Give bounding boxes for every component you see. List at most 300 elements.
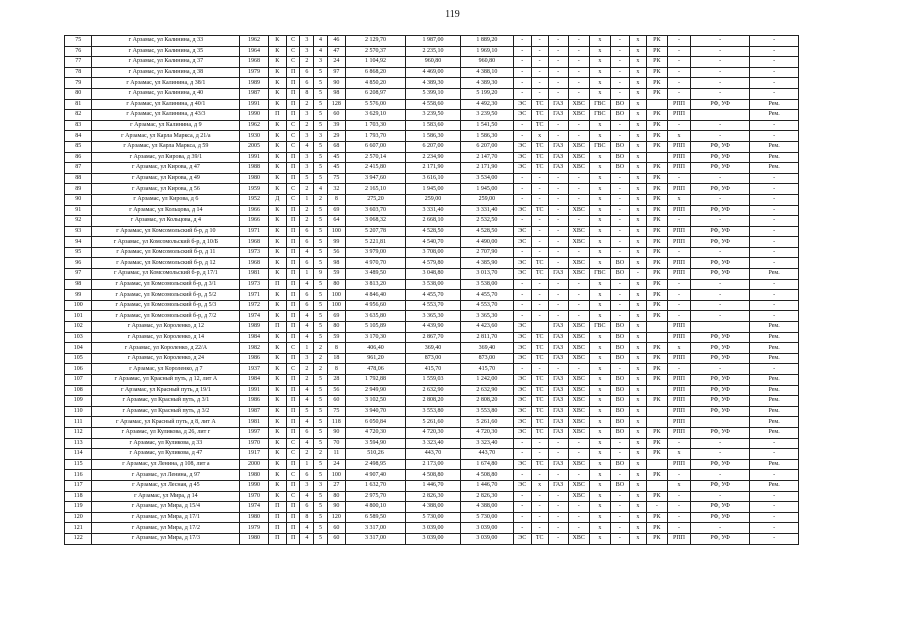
cell-remark: - xyxy=(750,194,799,205)
cell-cold-water: - xyxy=(568,67,589,78)
cell-cold-water: ХВС xyxy=(568,406,589,417)
cell-heating: - xyxy=(531,502,548,513)
table-row xyxy=(65,46,799,57)
cell-rpp: РПП xyxy=(667,258,690,269)
cell-type: П xyxy=(286,88,300,99)
table-row xyxy=(65,99,799,110)
cell-metering: - xyxy=(691,449,750,460)
cell-floors: 4 xyxy=(314,36,328,47)
cell-remark: - xyxy=(750,502,799,513)
cell-heating: - xyxy=(531,184,548,195)
cell-rk: РК xyxy=(646,57,667,68)
cell-power-supply: - xyxy=(513,46,531,57)
cell-heating: ТС xyxy=(531,385,548,396)
cell-rpp: РПП xyxy=(667,427,690,438)
cell-metering: - xyxy=(691,311,750,322)
cell-living-area: 4 508,80 xyxy=(406,470,461,481)
cell-wall-material: К xyxy=(268,88,286,99)
cell-gas: - xyxy=(548,311,568,322)
cell-type: П xyxy=(286,427,300,438)
cell-cold-water: - xyxy=(568,184,589,195)
cell-remark: - xyxy=(750,491,799,502)
cell-entrances: 2 xyxy=(300,375,314,386)
cell-type: П xyxy=(286,533,300,544)
cell-elevator: х xyxy=(629,163,646,174)
cell-total-area: 4 720,30 xyxy=(345,427,405,438)
cell-type: П xyxy=(286,173,300,184)
cell-hot-water: х xyxy=(589,237,610,248)
cell-row-number: 83 xyxy=(65,120,92,131)
cell-wall-material: К xyxy=(268,353,286,364)
cell-living-area: 259,00 xyxy=(406,194,461,205)
cell-power-supply: ЭС xyxy=(513,152,531,163)
cell-wall-material: К xyxy=(268,57,286,68)
cell-row-number: 118 xyxy=(65,491,92,502)
cell-total-area: 478,06 xyxy=(345,364,405,375)
cell-gas: ГАЗ xyxy=(548,385,568,396)
cell-row-number: 82 xyxy=(65,110,92,121)
cell-address: г Арзамас, ул Красный путь, д 3/2 xyxy=(92,406,240,417)
cell-power-supply: - xyxy=(513,512,531,523)
cell-address: г Арзамас, ул Короленко, д 7 xyxy=(92,364,240,375)
cell-floors: 4 xyxy=(314,46,328,57)
cell-elevator: х xyxy=(629,258,646,269)
cell-year-built: 1986 xyxy=(240,353,269,364)
cell-type: С xyxy=(286,194,300,205)
cell-apartments: 70 xyxy=(327,438,345,449)
cell-type: П xyxy=(286,78,300,89)
cell-power-supply: - xyxy=(513,36,531,47)
cell-address: г Арзамас, ул Кирова, д 49 xyxy=(92,173,240,184)
cell-elevator: х xyxy=(629,67,646,78)
cell-total-area: 2 570,37 xyxy=(345,46,405,57)
cell-floors: 5 xyxy=(314,406,328,417)
cell-power-supply: - xyxy=(513,247,531,258)
cell-total-area: 1 104,92 xyxy=(345,57,405,68)
cell-entrances: 1 xyxy=(300,459,314,470)
cell-cold-water: - xyxy=(568,194,589,205)
cell-gas: - xyxy=(548,216,568,227)
cell-cold-water: - xyxy=(568,57,589,68)
cell-wall-material: К xyxy=(268,364,286,375)
cell-type: П xyxy=(286,269,300,280)
cell-residential-area: 3 365,30 xyxy=(460,311,513,322)
cell-row-number: 92 xyxy=(65,216,92,227)
cell-type: П xyxy=(286,332,300,343)
cell-residential-area: 2 532,50 xyxy=(460,216,513,227)
cell-cold-water: - xyxy=(568,290,589,301)
cell-entrances: 4 xyxy=(300,396,314,407)
cell-address: г Арзамас, ул Калинина, д 9 xyxy=(92,120,240,131)
cell-hot-water: х xyxy=(589,385,610,396)
cell-metering: - xyxy=(691,78,750,89)
cell-gas: ГАЗ xyxy=(548,353,568,364)
cell-address: г Арзамас, ул Кирова, д 6 xyxy=(92,194,240,205)
cell-living-area: 5 261,60 xyxy=(406,417,461,428)
cell-type: С xyxy=(286,57,300,68)
cell-metering: - xyxy=(691,57,750,68)
cell-sewerage: - xyxy=(610,184,629,195)
cell-row-number: 120 xyxy=(65,512,92,523)
cell-rk: РК xyxy=(646,247,667,258)
cell-power-supply: ЭС xyxy=(513,533,531,544)
cell-rpp: РПП xyxy=(667,237,690,248)
table-row xyxy=(65,512,799,523)
cell-metering: - xyxy=(691,300,750,311)
cell-cold-water: ХВС xyxy=(568,205,589,216)
table-row xyxy=(65,449,799,460)
cell-metering: - xyxy=(691,523,750,534)
cell-cold-water: ХВС xyxy=(568,332,589,343)
cell-year-built: 1980 xyxy=(240,173,269,184)
cell-apartments: 18 xyxy=(327,353,345,364)
cell-hot-water: х xyxy=(589,427,610,438)
cell-address: г Арзамас, ул Калинина, д 33 xyxy=(92,36,240,47)
cell-wall-material: К xyxy=(268,449,286,460)
cell-remark: - xyxy=(750,78,799,89)
cell-address: г Арзамас, ул Комсомольский б-р, д 5/2 xyxy=(92,290,240,301)
cell-floors: 5 xyxy=(314,491,328,502)
cell-remark: - xyxy=(750,311,799,322)
table-row xyxy=(65,322,799,333)
cell-rpp: РПП xyxy=(667,269,690,280)
cell-wall-material: К xyxy=(268,470,286,481)
cell-year-built: 1988 xyxy=(240,163,269,174)
cell-rk: РК xyxy=(646,194,667,205)
cell-address: г Арзамас, ул Комсомольский б-р, д 5/3 xyxy=(92,300,240,311)
cell-residential-area: 1 969,10 xyxy=(460,46,513,57)
cell-heating: - xyxy=(531,237,548,248)
cell-metering: - xyxy=(691,173,750,184)
cell-total-area: 6 868,20 xyxy=(345,67,405,78)
cell-residential-area: 3 039,00 xyxy=(460,523,513,534)
cell-floors: 5 xyxy=(314,417,328,428)
cell-type: П xyxy=(286,152,300,163)
cell-apartments: 8 xyxy=(327,343,345,354)
cell-rk: РК xyxy=(646,67,667,78)
cell-address: г Арзамас, ул Мира, д 17/1 xyxy=(92,512,240,523)
cell-hot-water: х xyxy=(589,163,610,174)
cell-floors: 5 xyxy=(314,322,328,333)
cell-rk: РК xyxy=(646,237,667,248)
cell-total-area: 5 221,81 xyxy=(345,237,405,248)
cell-row-number: 102 xyxy=(65,322,92,333)
cell-total-area: 1 792,88 xyxy=(345,375,405,386)
cell-rk: РК xyxy=(646,449,667,460)
cell-hot-water: х xyxy=(589,300,610,311)
cell-wall-material: К xyxy=(268,36,286,47)
cell-address: г Арзамас, ул Мира, д 17/3 xyxy=(92,533,240,544)
cell-hot-water: х xyxy=(589,67,610,78)
cell-living-area: 4 389,30 xyxy=(406,78,461,89)
cell-rpp: РПП xyxy=(667,406,690,417)
cell-type: П xyxy=(286,322,300,333)
cell-cold-water: - xyxy=(568,120,589,131)
cell-floors: 5 xyxy=(314,247,328,258)
table-row xyxy=(65,110,799,121)
cell-living-area: 415,70 xyxy=(406,364,461,375)
cell-rk: РК xyxy=(646,141,667,152)
cell-rk: РК xyxy=(646,173,667,184)
cell-metering: - xyxy=(691,36,750,47)
cell-address: г Арзамас, ул Мира, д 17/2 xyxy=(92,523,240,534)
cell-heating: - xyxy=(531,470,548,481)
cell-elevator: х xyxy=(629,502,646,513)
cell-address: г Арзамас, ул Кирова, д 56 xyxy=(92,184,240,195)
cell-year-built: 1979 xyxy=(240,523,269,534)
cell-heating: - xyxy=(531,512,548,523)
cell-cold-water: - xyxy=(568,78,589,89)
cell-gas: - xyxy=(548,88,568,99)
cell-rk: РК xyxy=(646,216,667,227)
cell-wall-material: П xyxy=(268,502,286,513)
cell-type: П xyxy=(286,258,300,269)
cell-rpp: РПП xyxy=(667,459,690,470)
cell-total-area: 2 165,10 xyxy=(345,184,405,195)
cell-address: г Арзамас, ул Калинина, д 37 xyxy=(92,57,240,68)
cell-type: П xyxy=(286,300,300,311)
cell-cold-water: - xyxy=(568,502,589,513)
cell-elevator: х xyxy=(629,110,646,121)
cell-apartments: 120 xyxy=(327,512,345,523)
cell-type: П xyxy=(286,396,300,407)
table-row xyxy=(65,502,799,513)
cell-address: г Арзамас, ул Карла Маркса, д 21/а xyxy=(92,131,240,142)
cell-cold-water: ХВС xyxy=(568,152,589,163)
cell-power-supply: - xyxy=(513,364,531,375)
cell-hot-water: ГВС xyxy=(589,110,610,121)
cell-rk: РК xyxy=(646,290,667,301)
cell-hot-water: х xyxy=(589,480,610,491)
cell-remark: Рем. xyxy=(750,396,799,407)
cell-year-built: 1962 xyxy=(240,36,269,47)
cell-rpp: х xyxy=(667,131,690,142)
cell-power-supply: - xyxy=(513,131,531,142)
cell-remark: - xyxy=(750,205,799,216)
cell-address: г Арзамас, ул Комсомольский б-р, д 11 xyxy=(92,247,240,258)
cell-entrances: 2 xyxy=(300,205,314,216)
cell-elevator: х xyxy=(629,88,646,99)
cell-elevator: х xyxy=(629,226,646,237)
cell-residential-area: 5 199,20 xyxy=(460,88,513,99)
cell-type: П xyxy=(286,311,300,322)
cell-remark: Рем. xyxy=(750,110,799,121)
cell-row-number: 101 xyxy=(65,311,92,322)
cell-metering: РФ, УФ xyxy=(691,163,750,174)
table-row xyxy=(65,184,799,195)
table-row xyxy=(65,279,799,290)
cell-cold-water: - xyxy=(568,131,589,142)
cell-address: г Арзамас, ул Куликова, д 47 xyxy=(92,449,240,460)
cell-total-area: 4 846,40 xyxy=(345,290,405,301)
cell-year-built: 1980 xyxy=(240,470,269,481)
table-row xyxy=(65,141,799,152)
cell-elevator: х xyxy=(629,343,646,354)
cell-hot-water: х xyxy=(589,36,610,47)
cell-elevator: - xyxy=(629,269,646,280)
cell-rk: РК xyxy=(646,343,667,354)
cell-rpp: РПП xyxy=(667,99,690,110)
cell-heating: - xyxy=(531,88,548,99)
cell-year-built: 1991 xyxy=(240,99,269,110)
cell-power-supply: ЭС xyxy=(513,258,531,269)
cell-cold-water: ХВС xyxy=(568,459,589,470)
table-row xyxy=(65,406,799,417)
cell-rk: РК xyxy=(646,470,667,481)
cell-year-built: 1990 xyxy=(240,480,269,491)
cell-gas: - xyxy=(548,290,568,301)
cell-total-area: 3 947,60 xyxy=(345,173,405,184)
cell-cold-water: ХВС xyxy=(568,99,589,110)
cell-gas: ГАЗ xyxy=(548,332,568,343)
cell-living-area: 3 048,80 xyxy=(406,269,461,280)
cell-cold-water: - xyxy=(568,46,589,57)
cell-row-number: 80 xyxy=(65,88,92,99)
cell-gas: - xyxy=(548,184,568,195)
cell-power-supply: - xyxy=(513,120,531,131)
cell-year-built: 1968 xyxy=(240,258,269,269)
cell-rpp: - xyxy=(667,120,690,131)
cell-power-supply: - xyxy=(513,78,531,89)
cell-floors: 5 xyxy=(314,470,328,481)
cell-address: г Арзамас, ул Короленко, д 12 xyxy=(92,322,240,333)
cell-floors: 5 xyxy=(314,502,328,513)
cell-floors: 5 xyxy=(314,88,328,99)
cell-elevator: х xyxy=(629,438,646,449)
cell-cold-water: - xyxy=(568,523,589,534)
cell-type: С xyxy=(286,120,300,131)
cell-entrances: 6 xyxy=(300,78,314,89)
cell-hot-water: ГВС xyxy=(589,99,610,110)
cell-address: г Арзамас, ул Короленко, д 14 xyxy=(92,332,240,343)
cell-gas: - xyxy=(548,120,568,131)
cell-entrances: 2 xyxy=(300,99,314,110)
table-row xyxy=(65,427,799,438)
cell-metering: РФ, УФ xyxy=(691,99,750,110)
cell-remark: - xyxy=(750,364,799,375)
cell-residential-area: 415,70 xyxy=(460,364,513,375)
cell-year-built: 1968 xyxy=(240,57,269,68)
cell-heating: - xyxy=(531,57,548,68)
cell-rpp: РПП xyxy=(667,385,690,396)
cell-total-area: 2 975,70 xyxy=(345,491,405,502)
cell-sewerage: - xyxy=(610,449,629,460)
cell-metering: - xyxy=(691,470,750,481)
cell-address: г Арзамас, ул Калинина, д 35 xyxy=(92,46,240,57)
cell-entrances: 5 xyxy=(300,406,314,417)
cell-address: г Арзамас, ул Комсомольский б-р, д 10/Б xyxy=(92,237,240,248)
cell-apartments: 80 xyxy=(327,491,345,502)
cell-rk xyxy=(646,152,667,163)
cell-elevator: х xyxy=(629,184,646,195)
cell-living-area: 369,40 xyxy=(406,343,461,354)
cell-floors: 3 xyxy=(314,480,328,491)
cell-rk: РК xyxy=(646,279,667,290)
cell-power-supply: - xyxy=(513,502,531,513)
cell-row-number: 93 xyxy=(65,226,92,237)
cell-cold-water: ХВС xyxy=(568,353,589,364)
cell-floors: 5 xyxy=(314,110,328,121)
cell-elevator: х xyxy=(629,417,646,428)
cell-year-built: 2000 xyxy=(240,459,269,470)
cell-metering: - xyxy=(691,364,750,375)
cell-total-area: 3 170,30 xyxy=(345,332,405,343)
cell-apartments: 47 xyxy=(327,46,345,57)
cell-rk: РК xyxy=(646,36,667,47)
cell-entrances: 6 xyxy=(300,290,314,301)
cell-gas: - xyxy=(548,491,568,502)
cell-floors: 9 xyxy=(314,269,328,280)
cell-rk: РК xyxy=(646,269,667,280)
cell-remark: Рем. xyxy=(750,385,799,396)
cell-apartments: 90 xyxy=(327,502,345,513)
cell-sewerage: ВО xyxy=(610,385,629,396)
table-row xyxy=(65,205,799,216)
table-row xyxy=(65,88,799,99)
cell-residential-area: 369,40 xyxy=(460,343,513,354)
cell-rpp: - xyxy=(667,491,690,502)
cell-row-number: 78 xyxy=(65,67,92,78)
cell-address: г Арзамас, ул Калинина, д 43/3 xyxy=(92,110,240,121)
cell-hot-water: х xyxy=(589,205,610,216)
cell-residential-area: 4 492,30 xyxy=(460,99,513,110)
cell-type: П xyxy=(286,110,300,121)
cell-residential-area: 3 239,50 xyxy=(460,110,513,121)
cell-entrances: 3 xyxy=(300,110,314,121)
cell-floors: 3 xyxy=(314,57,328,68)
cell-gas: ГАЗ xyxy=(548,396,568,407)
cell-entrances: 4 xyxy=(300,523,314,534)
cell-entrances: 4 xyxy=(300,385,314,396)
cell-gas: - xyxy=(548,364,568,375)
cell-living-area: 2 668,10 xyxy=(406,216,461,227)
cell-sewerage: ВО xyxy=(610,417,629,428)
cell-floors: 5 xyxy=(314,332,328,343)
cell-year-built: 1989 xyxy=(240,78,269,89)
cell-gas: - xyxy=(548,533,568,544)
cell-year-built: 1952 xyxy=(240,194,269,205)
cell-power-supply: ЭС xyxy=(513,226,531,237)
cell-sewerage: - xyxy=(610,491,629,502)
cell-remark: - xyxy=(750,88,799,99)
cell-metering: - xyxy=(691,247,750,258)
cell-heating: ТС xyxy=(531,152,548,163)
cell-address: г Арзамас, ул Ленина, д 108, лит а xyxy=(92,459,240,470)
cell-wall-material: К xyxy=(268,311,286,322)
cell-elevator: х xyxy=(629,300,646,311)
cell-year-built: 1968 xyxy=(240,237,269,248)
cell-entrances: 4 xyxy=(300,279,314,290)
cell-cold-water: ХВС xyxy=(568,417,589,428)
cell-rpp: РПП xyxy=(667,322,690,333)
cell-apartments: 100 xyxy=(327,226,345,237)
cell-entrances: 4 xyxy=(300,141,314,152)
cell-apartments: 45 xyxy=(327,152,345,163)
cell-elevator: х xyxy=(629,237,646,248)
cell-elevator: х xyxy=(629,533,646,544)
table-row xyxy=(65,480,799,491)
cell-floors: 5 xyxy=(314,375,328,386)
cell-residential-area: 5 261,60 xyxy=(460,417,513,428)
cell-remark: Рем. xyxy=(750,343,799,354)
cell-wall-material: К xyxy=(268,258,286,269)
cell-heating: ТС xyxy=(531,427,548,438)
cell-residential-area: 1 945,00 xyxy=(460,184,513,195)
cell-sewerage: - xyxy=(610,279,629,290)
table-row xyxy=(65,152,799,163)
cell-living-area: 873,00 xyxy=(406,353,461,364)
page-number: 119 xyxy=(445,9,460,20)
